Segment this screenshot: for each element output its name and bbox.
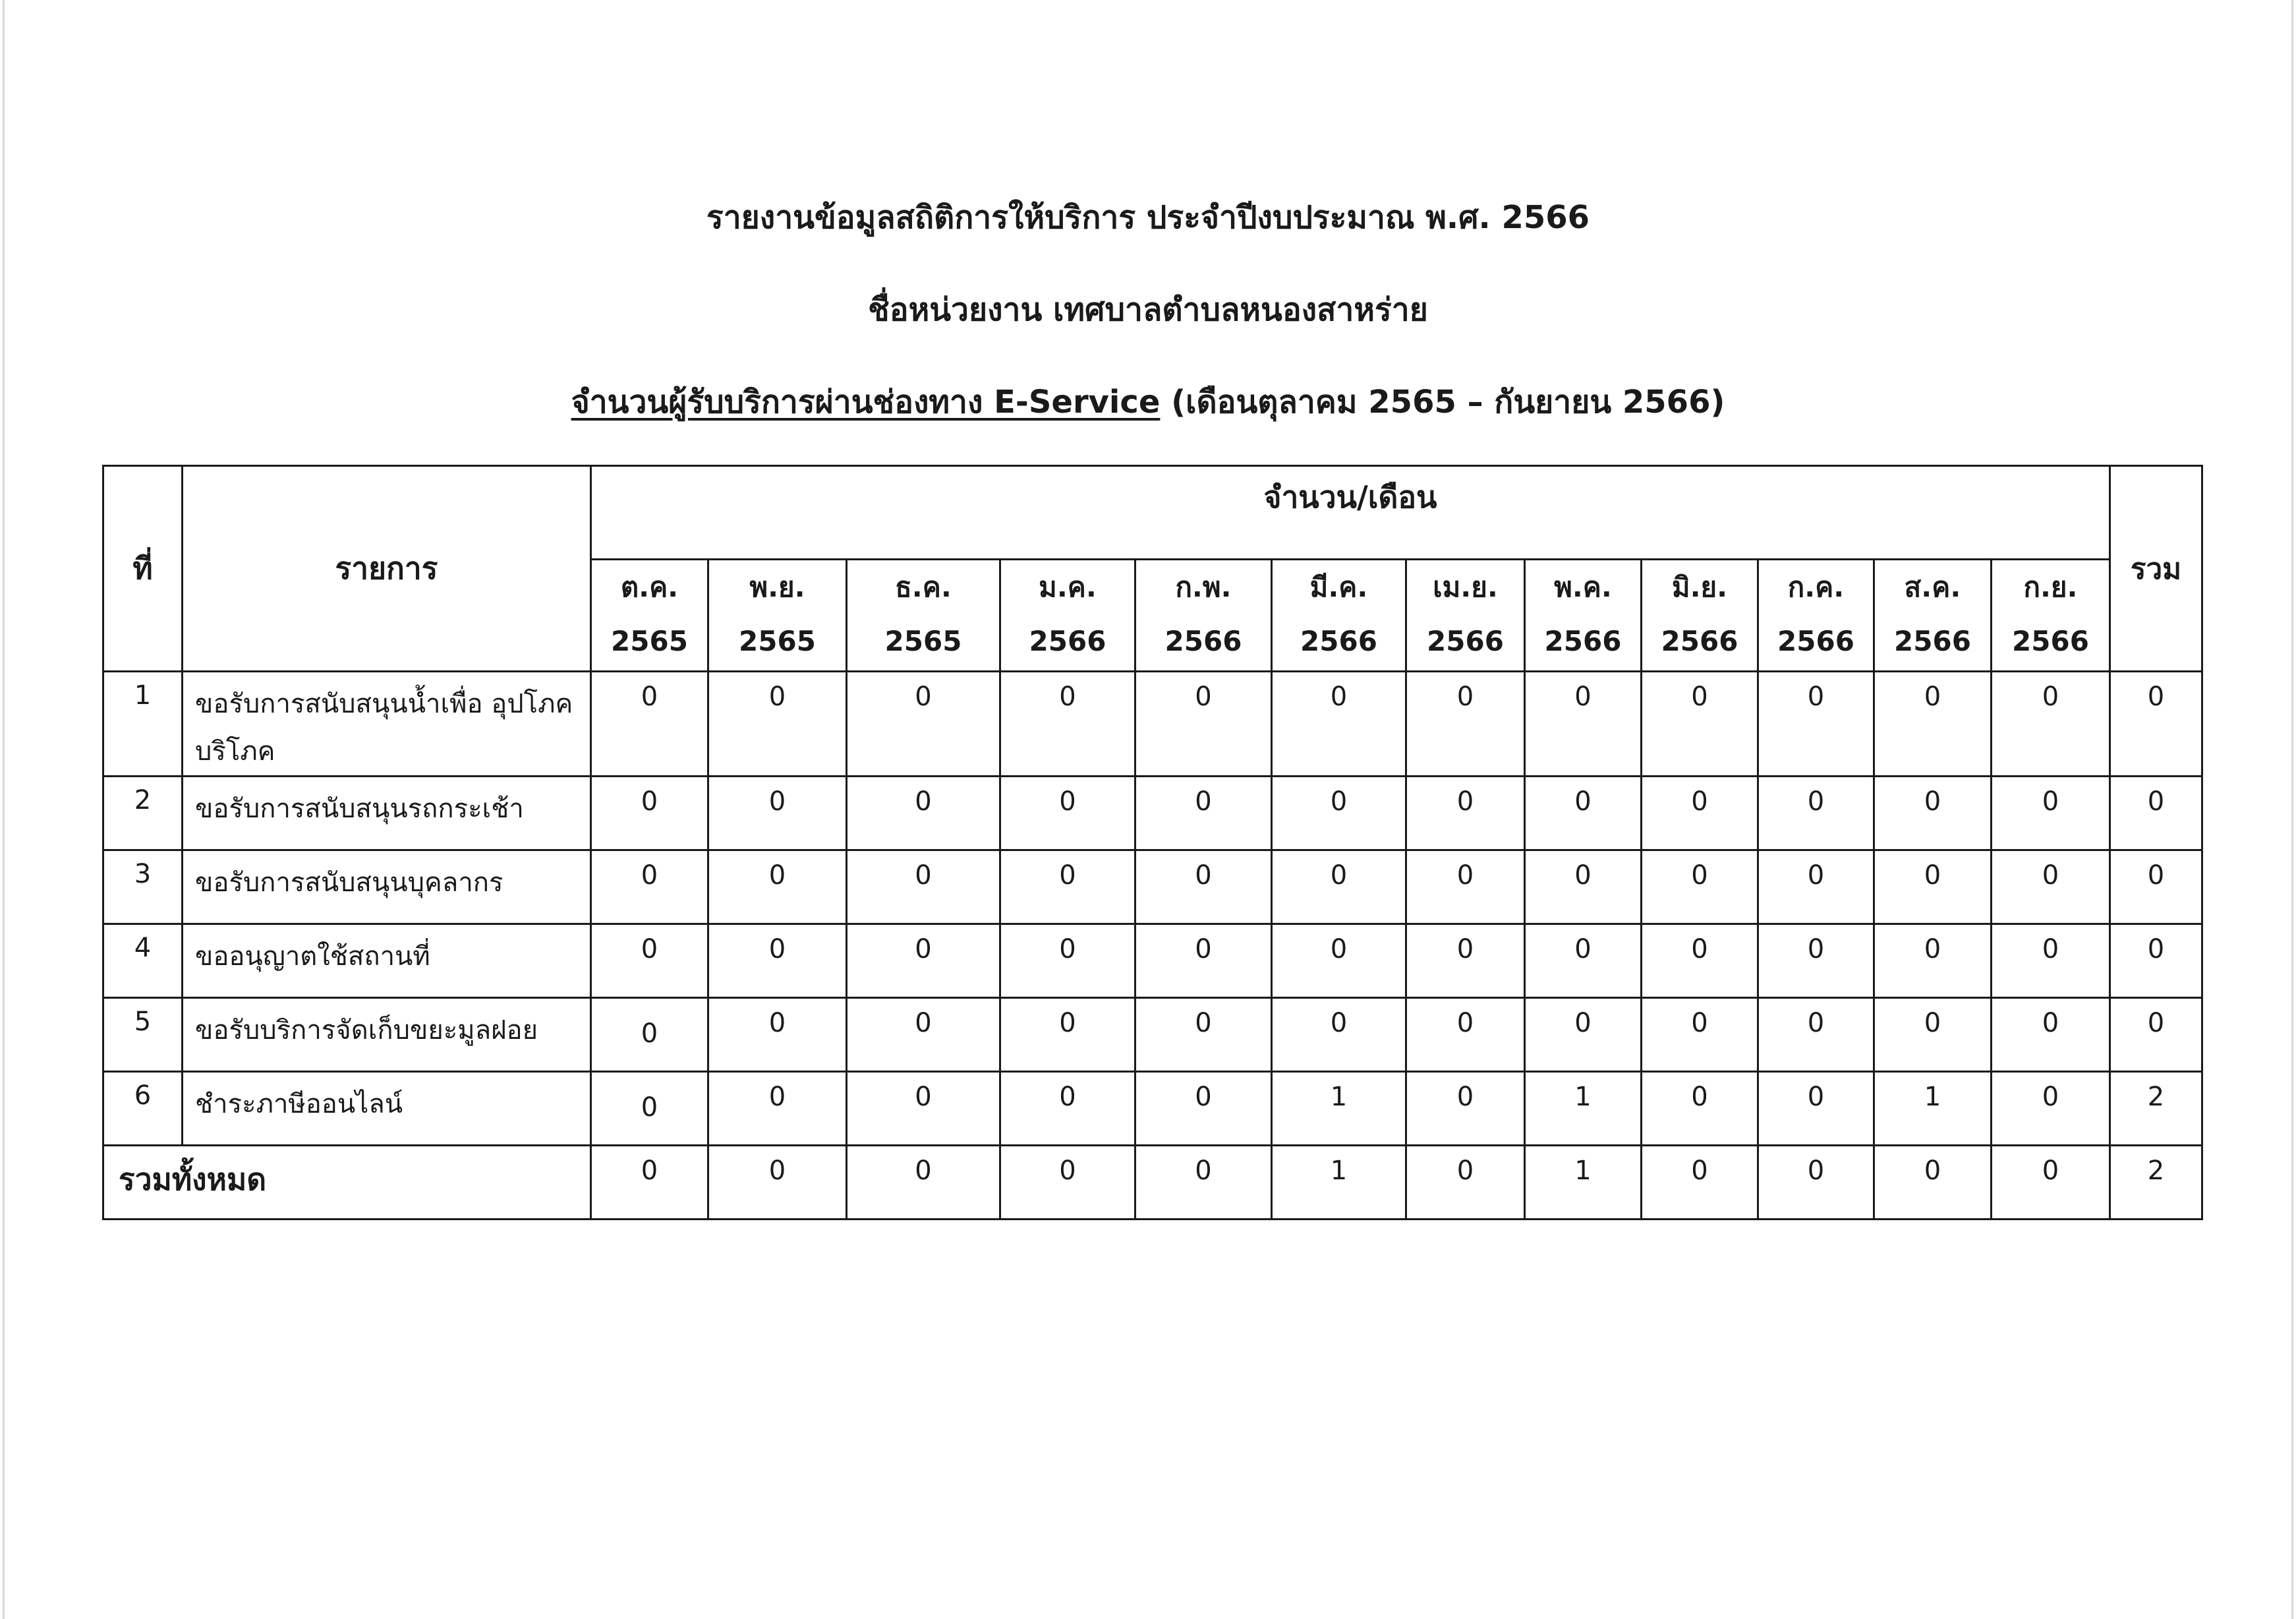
column-header-monthly-count: จำนวน/เดือน bbox=[591, 466, 2110, 560]
month-header bbox=[1135, 560, 1272, 672]
monthly-count-cell: 0 bbox=[847, 777, 1000, 850]
monthly-count-cell: 0 bbox=[1642, 672, 1758, 777]
month-year: 2566 bbox=[1894, 625, 1971, 657]
table-body bbox=[103, 672, 2202, 1220]
service-item-name: ขอรับการสนับสนุนบุคลากร bbox=[183, 850, 591, 924]
monthly-count-cell: 0 bbox=[1406, 777, 1525, 850]
monthly-count-cell: 0 bbox=[1758, 777, 1874, 850]
month-header bbox=[1758, 560, 1874, 672]
month-name: ต.ค. bbox=[620, 571, 679, 603]
column-header-no: ที่ bbox=[103, 466, 183, 672]
month-year: 2566 bbox=[1164, 625, 1242, 657]
grand-total-month-cell: 0 bbox=[1874, 1146, 1992, 1220]
scan-edge-right bbox=[2291, 0, 2293, 1619]
monthly-count-cell: 0 bbox=[1525, 672, 1642, 777]
monthly-count-cell: 0 bbox=[1874, 998, 1992, 1072]
month-name: ก.ย. bbox=[2023, 571, 2078, 603]
monthly-count-cell: 0 bbox=[1135, 1072, 1272, 1146]
monthly-count-cell: 0 bbox=[1272, 998, 1406, 1072]
month-header bbox=[1406, 560, 1525, 672]
monthly-count-cell: 0 bbox=[1758, 850, 1874, 924]
month-header bbox=[1525, 560, 1642, 672]
monthly-count-cell: 1 bbox=[1272, 1072, 1406, 1146]
row-number: 2 bbox=[103, 777, 183, 850]
monthly-count-cell: 0 bbox=[1406, 1072, 1525, 1146]
grand-total-month-cell: 0 bbox=[1992, 1146, 2110, 1220]
monthly-count-cell: 0 bbox=[1135, 924, 1272, 998]
monthly-count-cell: 0 bbox=[591, 1072, 708, 1146]
monthly-count-cell: 0 bbox=[1406, 998, 1525, 1072]
service-item-name: ขอรับบริการจัดเก็บขยะมูลฝอย bbox=[183, 998, 591, 1072]
monthly-count-cell: 0 bbox=[1135, 850, 1272, 924]
monthly-count-cell: 0 bbox=[1525, 998, 1642, 1072]
month-name: ก.ค. bbox=[1787, 571, 1845, 603]
monthly-count-cell: 0 bbox=[1000, 850, 1135, 924]
monthly-count-cell: 0 bbox=[1992, 672, 2110, 777]
monthly-count-cell: 0 bbox=[1758, 924, 1874, 998]
column-header-item: รายการ bbox=[183, 466, 591, 672]
monthly-count-cell: 0 bbox=[1406, 672, 1525, 777]
row-total-cell: 0 bbox=[2110, 924, 2202, 998]
monthly-count-cell: 0 bbox=[1525, 850, 1642, 924]
monthly-count-cell: 0 bbox=[1874, 924, 1992, 998]
grand-total-month-cell: 0 bbox=[847, 1146, 1000, 1220]
monthly-count-cell: 0 bbox=[1992, 850, 2110, 924]
monthly-count-cell: 0 bbox=[1272, 777, 1406, 850]
row-total-cell: 2 bbox=[2110, 1072, 2202, 1146]
monthly-count-cell: 0 bbox=[1992, 924, 2110, 998]
month-header bbox=[591, 560, 708, 672]
row-total-cell: 0 bbox=[2110, 777, 2202, 850]
row-number: 4 bbox=[103, 924, 183, 998]
monthly-count-cell: 0 bbox=[847, 998, 1000, 1072]
monthly-count-cell: 0 bbox=[1642, 998, 1758, 1072]
monthly-count-cell: 0 bbox=[708, 850, 847, 924]
month-year: 2566 bbox=[1777, 625, 1854, 657]
month-name: มี.ค. bbox=[1309, 571, 1368, 603]
month-header bbox=[1000, 560, 1135, 672]
month-header bbox=[1992, 560, 2110, 672]
monthly-count-cell: 0 bbox=[847, 672, 1000, 777]
month-year: 2565 bbox=[611, 625, 688, 657]
monthly-count-cell: 0 bbox=[1135, 777, 1272, 850]
month-year: 2566 bbox=[1029, 625, 1106, 657]
monthly-count-cell: 0 bbox=[1642, 924, 1758, 998]
month-year: 2565 bbox=[739, 625, 816, 657]
monthly-count-cell: 0 bbox=[1992, 1072, 2110, 1146]
month-name: ม.ค. bbox=[1039, 571, 1097, 603]
monthly-count-cell: 0 bbox=[1000, 672, 1135, 777]
monthly-count-cell: 1 bbox=[1525, 1072, 1642, 1146]
row-total-cell: 0 bbox=[2110, 672, 2202, 777]
monthly-count-cell: 0 bbox=[1135, 998, 1272, 1072]
table-row bbox=[103, 998, 2202, 1072]
monthly-count-cell: 0 bbox=[847, 1072, 1000, 1146]
table-row bbox=[103, 850, 2202, 924]
month-name: ธ.ค. bbox=[895, 571, 952, 603]
monthly-count-cell: 0 bbox=[1874, 777, 1992, 850]
grand-total-label: รวมทั้งหมด bbox=[103, 1146, 591, 1220]
table-row bbox=[103, 777, 2202, 850]
report-subtitle bbox=[0, 382, 2296, 422]
month-name: พ.ค. bbox=[1554, 571, 1612, 603]
service-item-name: ขออนุญาตใช้สถานที่ bbox=[183, 924, 591, 998]
monthly-count-cell: 0 bbox=[708, 998, 847, 1072]
grand-total-month-cell: 0 bbox=[708, 1146, 847, 1220]
monthly-count-cell: 0 bbox=[708, 672, 847, 777]
monthly-count-cell: 0 bbox=[708, 924, 847, 998]
monthly-count-cell: 0 bbox=[1000, 998, 1135, 1072]
monthly-count-cell: 0 bbox=[708, 1072, 847, 1146]
grand-total-cell: 2 bbox=[2110, 1146, 2202, 1220]
report-title: รายงานข้อมูลสถิติการให้บริการ ประจำปีงบประมาณ พ.ศ. 2566 bbox=[706, 199, 1590, 236]
row-number: 6 bbox=[103, 1072, 183, 1146]
monthly-count-cell: 0 bbox=[1758, 1072, 1874, 1146]
agency-name: ชื่อหน่วยงาน เทศบาลตำบลหนองสาหร่าย bbox=[868, 291, 1428, 328]
column-header-total: รวม bbox=[2110, 466, 2202, 672]
monthly-count-cell: 0 bbox=[1874, 672, 1992, 777]
service-item-name: ชำระภาษีออนไลน์ bbox=[183, 1072, 591, 1146]
grand-total-month-cell: 0 bbox=[1758, 1146, 1874, 1220]
monthly-count-cell: 0 bbox=[1272, 924, 1406, 998]
monthly-count-cell: 0 bbox=[1642, 850, 1758, 924]
monthly-count-cell: 0 bbox=[1758, 672, 1874, 777]
month-name: พ.ย. bbox=[749, 571, 805, 603]
row-number: 1 bbox=[103, 672, 183, 777]
monthly-count-cell: 0 bbox=[1135, 672, 1272, 777]
month-year: 2566 bbox=[1544, 625, 1622, 657]
monthly-count-cell: 0 bbox=[708, 777, 847, 850]
monthly-count-cell: 0 bbox=[1642, 777, 1758, 850]
month-year: 2566 bbox=[1661, 625, 1738, 657]
grand-total-month-cell: 0 bbox=[1642, 1146, 1758, 1220]
month-year: 2566 bbox=[1300, 625, 1377, 657]
grand-total-month-cell: 0 bbox=[1000, 1146, 1135, 1220]
monthly-count-cell: 0 bbox=[1874, 850, 1992, 924]
grand-total-month-cell: 0 bbox=[1406, 1146, 1525, 1220]
month-name: มิ.ย. bbox=[1671, 571, 1728, 603]
table-row bbox=[103, 672, 2202, 777]
monthly-count-cell: 0 bbox=[1992, 777, 2110, 850]
monthly-count-cell: 0 bbox=[1525, 924, 1642, 998]
monthly-count-cell: 0 bbox=[1406, 924, 1525, 998]
monthly-count-cell: 0 bbox=[1525, 777, 1642, 850]
monthly-count-cell: 0 bbox=[1992, 998, 2110, 1072]
grand-total-month-cell: 0 bbox=[1135, 1146, 1272, 1220]
monthly-count-cell: 0 bbox=[591, 777, 708, 850]
table-row bbox=[103, 1072, 2202, 1146]
service-item-name: ขอรับการสนับสนุนน้ำเพื่อ อุปโภคบริโภค bbox=[183, 672, 591, 777]
month-header bbox=[1272, 560, 1406, 672]
monthly-count-cell: 0 bbox=[1758, 998, 1874, 1072]
month-header bbox=[847, 560, 1000, 672]
month-year: 2566 bbox=[2012, 625, 2089, 657]
service-item-name: ขอรับการสนับสนุนรถกระเช้า bbox=[183, 777, 591, 850]
row-number: 3 bbox=[103, 850, 183, 924]
scan-edge-left bbox=[3, 0, 5, 1619]
monthly-count-cell: 0 bbox=[591, 924, 708, 998]
month-header bbox=[1642, 560, 1758, 672]
monthly-count-cell: 0 bbox=[591, 850, 708, 924]
monthly-count-cell: 1 bbox=[1874, 1072, 1992, 1146]
month-name: ก.พ. bbox=[1175, 571, 1232, 603]
row-number: 5 bbox=[103, 998, 183, 1072]
table-row bbox=[103, 924, 2202, 998]
month-year: 2565 bbox=[884, 625, 962, 657]
grand-total-month-cell: 0 bbox=[591, 1146, 708, 1220]
subtitle-period: (เดือนตุลาคม 2565 – กันยายน 2566) bbox=[1171, 384, 1725, 421]
monthly-count-cell: 0 bbox=[847, 850, 1000, 924]
monthly-count-cell: 0 bbox=[591, 672, 708, 777]
monthly-count-cell: 0 bbox=[1000, 924, 1135, 998]
month-name: เม.ย. bbox=[1433, 571, 1498, 603]
row-total-cell: 0 bbox=[2110, 998, 2202, 1072]
monthly-count-cell: 0 bbox=[847, 924, 1000, 998]
monthly-count-cell: 0 bbox=[1000, 777, 1135, 850]
grand-total-month-cell: 1 bbox=[1525, 1146, 1642, 1220]
statistics-table bbox=[102, 465, 2203, 1220]
monthly-count-cell: 0 bbox=[1406, 850, 1525, 924]
subtitle-underlined: จำนวนผู้รับบริการผ่านช่องทาง E-Service bbox=[571, 384, 1161, 421]
month-year: 2566 bbox=[1427, 625, 1504, 657]
row-total-cell: 0 bbox=[2110, 850, 2202, 924]
month-header bbox=[708, 560, 847, 672]
month-header bbox=[1874, 560, 1992, 672]
monthly-count-cell: 0 bbox=[1272, 672, 1406, 777]
grand-total-row bbox=[103, 1146, 2202, 1220]
monthly-count-cell: 0 bbox=[1642, 1072, 1758, 1146]
month-name: ส.ค. bbox=[1904, 571, 1961, 603]
monthly-count-cell: 0 bbox=[1272, 850, 1406, 924]
monthly-count-cell: 0 bbox=[1000, 1072, 1135, 1146]
monthly-count-cell: 0 bbox=[591, 998, 708, 1072]
grand-total-month-cell: 1 bbox=[1272, 1146, 1406, 1220]
